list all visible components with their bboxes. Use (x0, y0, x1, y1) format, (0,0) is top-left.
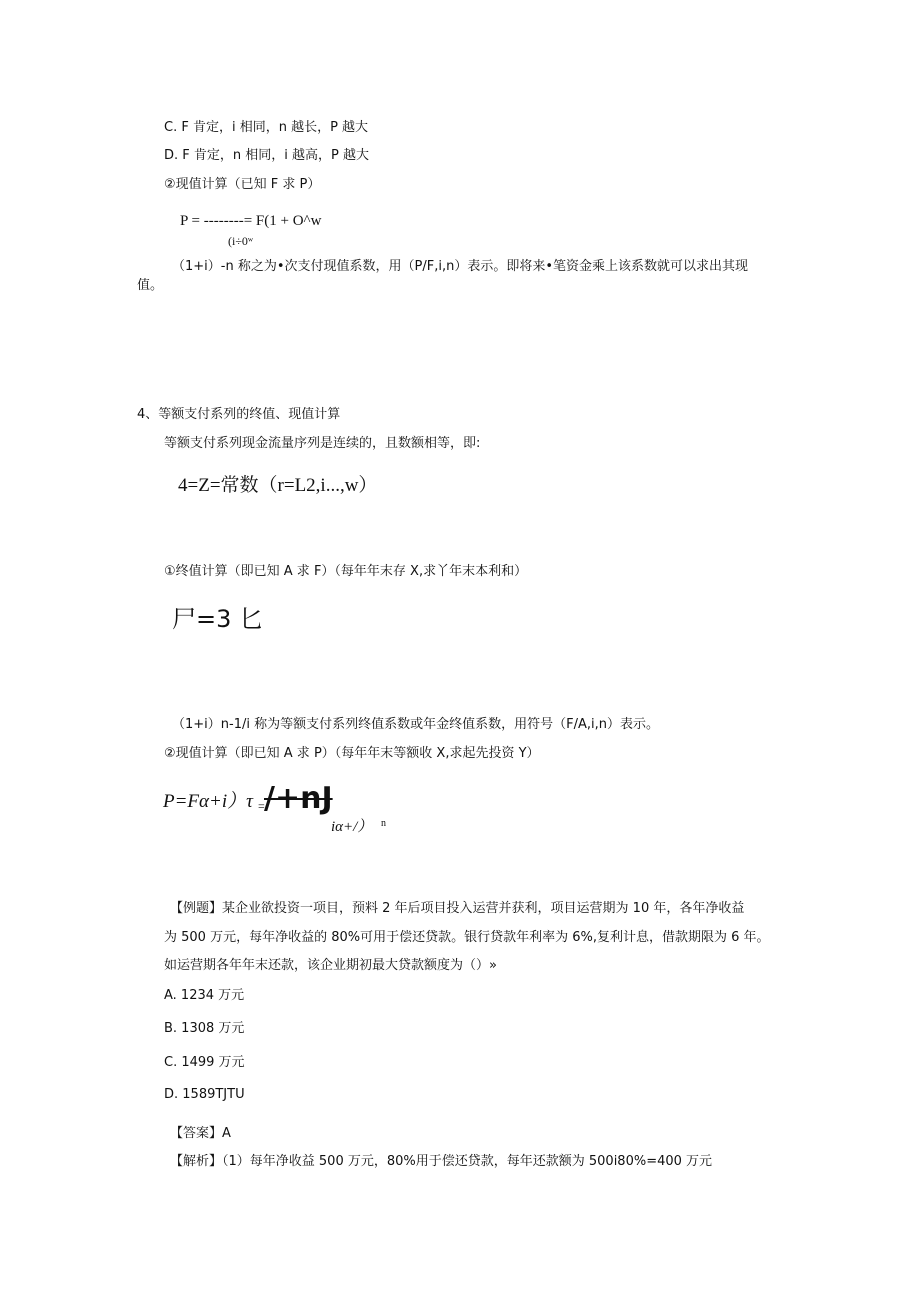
pv2-heading: ②现值计算（即已知 A 求 P）（每年年末等额收 X,求起先投资 Y） (164, 746, 540, 761)
option-c: C. F 肯定，i 相同，n 越长，P 越大 (164, 120, 369, 135)
annuity-formula: 4=Z=常数（r=L2,i...,w） (178, 475, 378, 496)
option-d: D. F 肯定，n 相同，i 越高，P 越大 (164, 148, 369, 163)
fv-description: （1+i）n-1/i 称为等额支付系列终值系数或年金终值系数，用符号（F/A,i,n）表示。 (172, 717, 659, 732)
option-d-answer: D. 1589TJTU (164, 1087, 245, 1102)
pv-formula-top: P = --------= F(1 + O^w (180, 213, 322, 229)
example-line-3: 如运营期各年年末还款，该企业期初最大贷款额度为（）» (164, 958, 497, 973)
pv2-formula-small: = (258, 799, 265, 813)
section-4-description: 等额支付系列现金流量序列是连续的，且数额相等，即: (164, 436, 481, 451)
section-4-title: 4、等额支付系列的终值、现值计算 (137, 407, 341, 422)
pv-description-line-1: （1+i）-n 称之为•次支付现值系数，用（P/F,i,n）表示。即将来•笔资金乘上该系数就可以求出其现 (172, 259, 748, 274)
answer: 【答案】A (170, 1126, 231, 1141)
example-line-2: 为 500 万元，每年净收益的 80%可用于偿还贷款。银行贷款年利率为 6%,复利计息，借款期限为 6 年。 (164, 930, 770, 945)
pv2-formula-main: P=Fα+i）τ (163, 791, 253, 812)
fv-heading: ①终值计算（即已知 A 求 F）（每年年末存 X,求丫年末本利和） (164, 564, 528, 579)
analysis: 【解析】（1）每年净收益 500 万元，80%用于偿还贷款，每年还款额为 500i80%=400 万元 (170, 1154, 713, 1169)
option-c-answer: C. 1499 万元 (164, 1055, 245, 1070)
pv-description-line-2: 值。 (137, 278, 164, 293)
pv2-formula-exponent: n (381, 818, 386, 829)
example-line-1: 【例题】某企业欲投资一项目，预料 2 年后项目投入运营并获利，项目运营期为 10 年，各年净收益 (170, 901, 745, 916)
fv-formula: 尸=3 匕 (172, 605, 264, 633)
pv-heading: ②现值计算（已知 F 求 P） (164, 177, 321, 192)
pv2-formula-struck: /+nJ (264, 781, 333, 816)
pv-formula-bottom: (i÷0ʷ (228, 234, 254, 248)
pv2-formula-bottom: iα+/） (331, 819, 373, 835)
option-a: A. 1234 万元 (164, 988, 245, 1003)
option-b: B. 1308 万元 (164, 1021, 245, 1036)
